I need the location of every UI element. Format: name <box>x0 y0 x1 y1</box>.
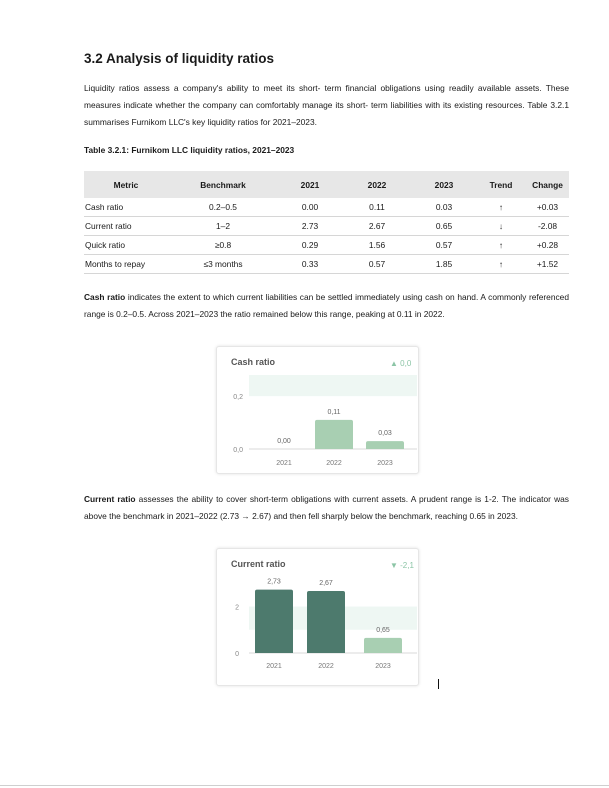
cell-2023: 0.57 <box>412 236 476 255</box>
cell-metric: Cash ratio <box>84 198 168 217</box>
data-label: 0,00 <box>277 438 291 445</box>
data-label: 0,65 <box>376 626 390 634</box>
liquidity-table <box>84 171 569 274</box>
x-tick-label: 2021 <box>276 460 292 467</box>
cell-2021: 0.33 <box>278 255 342 274</box>
section-title: 3.2 Analysis of liquidity ratios <box>84 51 275 66</box>
bar <box>255 590 293 653</box>
header-change: Change <box>526 171 569 198</box>
trend-down-icon: ↓ <box>476 217 526 236</box>
cell-benchmark: ≥0.8 <box>168 236 278 255</box>
header-metric: Metric <box>84 171 168 198</box>
trend-up-icon: ↑ <box>476 198 526 217</box>
cell-2023: 1.85 <box>412 255 476 274</box>
cell-2021: 2.73 <box>278 217 342 236</box>
page-bottom-rule <box>0 785 609 786</box>
cell-metric: Quick ratio <box>84 236 168 255</box>
trend-up-icon: ↑ <box>476 236 526 255</box>
cell-change: +0.28 <box>526 236 569 255</box>
current-ratio-chart <box>216 548 419 686</box>
header-2021: 2021 <box>278 171 342 198</box>
trend-down-badge: ▼ -2,1 <box>390 561 414 570</box>
x-tick-label: 2023 <box>375 663 391 670</box>
table-caption: Table 3.2.1: Furnikom LLC liquidity ratios, 2021–2023 <box>84 145 295 155</box>
table-header-row <box>84 171 569 198</box>
data-label: 0,03 <box>378 430 392 438</box>
data-label: 2,73 <box>267 578 281 586</box>
current-ratio-term: Current ratio <box>84 494 136 504</box>
cell-metric: Current ratio <box>84 217 168 236</box>
x-tick-label: 2022 <box>318 663 334 670</box>
cell-benchmark: 0.2–0.5 <box>168 198 278 217</box>
cell-metric: Months to repay <box>84 255 168 274</box>
cell-2021: 0.29 <box>278 236 342 255</box>
cell-2023: 0.03 <box>412 198 476 217</box>
table-row <box>84 255 569 274</box>
table-row <box>84 217 569 236</box>
cell-2022: 2.67 <box>342 217 412 236</box>
table-row <box>84 236 569 255</box>
cell-2021: 0.00 <box>278 198 342 217</box>
cell-2022: 0.11 <box>342 198 412 217</box>
cell-change: +0.03 <box>526 198 569 217</box>
bar <box>315 420 353 449</box>
cash-ratio-paragraph <box>84 289 569 323</box>
x-tick-label: 2023 <box>377 460 393 467</box>
y-tick-label: 0,2 <box>233 394 243 402</box>
current-ratio-paragraph <box>84 491 569 525</box>
x-tick-label: 2021 <box>266 663 282 670</box>
header-benchmark: Benchmark <box>168 171 278 198</box>
text-cursor <box>438 679 439 689</box>
y-tick-label: 0,0 <box>233 447 243 454</box>
data-label: 0,11 <box>327 408 341 416</box>
cell-change: +1.52 <box>526 255 569 274</box>
intro-paragraph: Liquidity ratios assess a company's ability to meet its short- term financial obligations using readily available assets. These measures indicate whether the company can comfortably manage its short- term liabilities with its existing resources. Table 3.2.1 summarises Furnikom LLC's key liquidity ratios for 2021–2023. <box>84 83 569 127</box>
header-trend: Trend <box>476 171 526 198</box>
cash-ratio-term: Cash ratio <box>84 292 126 302</box>
cash-ratio-chart-title: Cash ratio <box>231 357 276 367</box>
current-ratio-chart-svg <box>217 549 418 685</box>
trend-up-icon: ↑ <box>476 255 526 274</box>
header-2023: 2023 <box>412 171 476 198</box>
cell-2022: 1.56 <box>342 236 412 255</box>
table-row <box>84 198 569 217</box>
cell-change: -2.08 <box>526 217 569 236</box>
y-tick-label: 0 <box>235 651 239 658</box>
cell-benchmark: ≤3 months <box>168 255 278 274</box>
bar <box>366 441 404 449</box>
benchmark-band <box>249 375 417 396</box>
cell-2023: 0.65 <box>412 217 476 236</box>
cash-ratio-chart <box>216 346 419 474</box>
header-2022: 2022 <box>342 171 412 198</box>
bar <box>364 638 402 653</box>
trend-up-badge: ▲ 0,0 <box>390 359 412 368</box>
current-ratio-chart-title: Current ratio <box>231 559 286 569</box>
y-tick-label: 2 <box>235 604 239 612</box>
cash-ratio-text: indicates the extent to which current liabilities can be settled immediately using cash on hand. A commonly referenced range is 0.2–0.5. Across 2021–2023 the ratio remained below this range, peaking at 0.11 in 2022. <box>84 292 569 319</box>
cell-benchmark: 1–2 <box>168 217 278 236</box>
cell-2022: 0.57 <box>342 255 412 274</box>
data-label: 2,67 <box>319 579 333 587</box>
x-tick-label: 2022 <box>326 460 342 467</box>
bar <box>307 591 345 653</box>
current-ratio-text: assesses the ability to cover short-term obligations with current assets. A prudent range is 1-2. The indicator was above the benchmark in 2021–2022 (2.73 → 2.67) and then fell sharply below the benchmark, reaching 0.65 in 2023. <box>84 494 569 521</box>
